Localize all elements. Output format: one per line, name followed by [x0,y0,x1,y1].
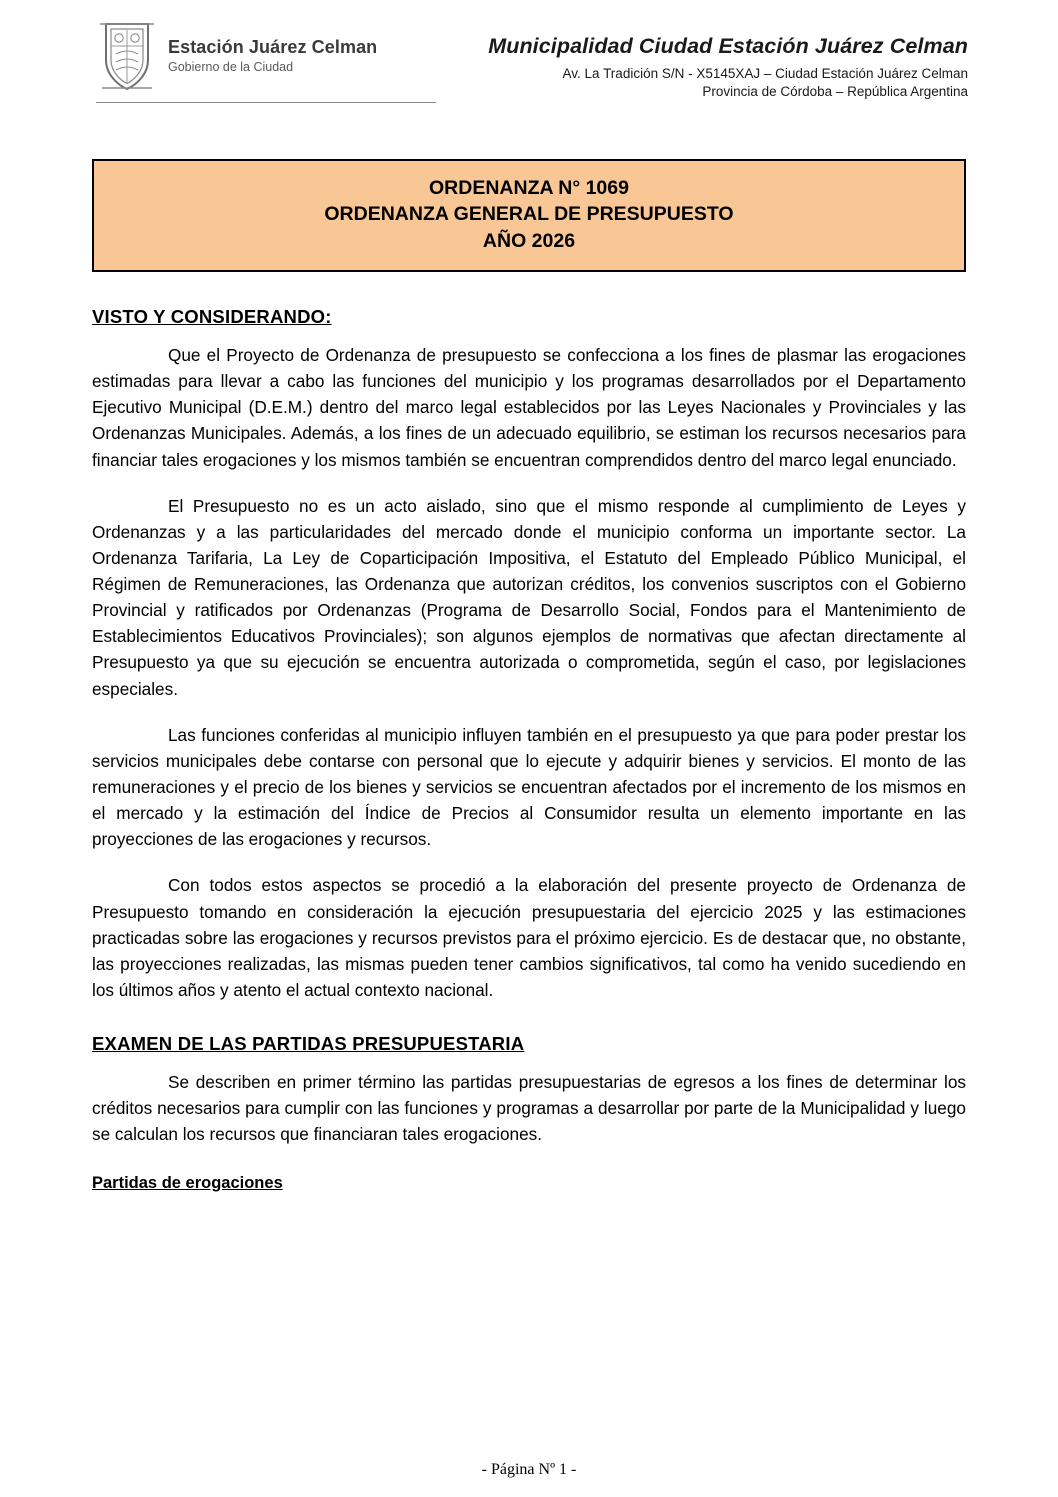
ordinance-year: AÑO 2026 [482,229,576,252]
heading-partidas-erogaciones: Partidas de erogaciones [92,1173,283,1192]
header-branding [96,18,436,103]
paragraph-2: El Presupuesto no es un acto aislado, sino que el mismo responde al cumplimiento de Leyes y Ordenanzas y a las particularidades del mercado donde el municipio conforma un importante sector. La Ordenanza Tarifaria, La Ley de Coparticipación Impositiva, el Estatuto del Empleado Público Municipal, el Régimen de Remuneraciones, las Ordenanza que autorizan créditos, los convenios suscriptos con el Gobierno Provincial y ratificados por Ordenanzas (Programa de Desarrollo Social, Fondos para el Mantenimiento de Establecimientos Educativos Provinciales); son algunos ejemplos de normativas que afectan directamente al Presupuesto ya que su ejecución se encuentra autorizada o comprometida, según el caso, por legislaciones especiales. [92,495,966,699]
header-address-line2: Provincia de Córdoba – República Argentina [702,84,968,99]
coat-of-arms-icon [96,18,158,94]
heading-examen-partidas: EXAMEN DE LAS PARTIDAS PRESUPUESTARIA [92,1033,525,1055]
entity-name: Estación Juárez Celman [168,36,378,57]
ordinance-number: ORDENANZA N° 1069 [429,177,629,199]
header-title: Municipalidad Ciudad Estación Juárez Celman [488,34,968,58]
heading-visto-y-considerando: VISTO Y CONSIDERANDO: [92,305,332,327]
header-entity-text [168,36,377,76]
header-title-block [436,18,972,99]
document-body [86,306,972,1193]
paragraph-examen: Se describen en primer término las partidas presupuestarias de egresos a los fines de determinar los créditos necesarios para cumplir con las funciones y programas a desarrollar por parte de la Municipalidad y luego se calculan los recursos que financiaran tales erogaciones. [92,1072,966,1145]
paragraph-3: Las funciones conferidas al municipio influyen también en el presupuesto ya que para poder prestar los servicios municipales debe contarse con personal que lo ejecute y adquirir bienes y servicios. El monto de las remuneraciones y el precio de los bienes y servicios se encuentran afectados por el incremento de los mismos en el mercado y la estimación del Índice de Precios al Consumidor resulta un elemento importante en las proyecciones de las erogaciones y recursos. [92,724,966,850]
ordinance-type: ORDENANZA GENERAL DE PRESUPUESTO [324,203,734,226]
page-number: - Página Nº 1 - [481,1461,577,1478]
page-footer [0,1461,1058,1479]
document-header [86,18,972,109]
header-address-line1: Av. La Tradición S/N - X5145XAJ – Ciudad Estación Juárez Celman [562,66,968,81]
paragraph-4: Con todos estos aspectos se procedió a la elaboración del presente proyecto de Ordenanza de Presupuesto tomando en consideración la ejecución presupuestaria del ejercicio 2025 y las estimaciones practicadas sobre las erogaciones y recursos previstos para el próximo ejercicio. Es de destacar que, no obstante, las proyecciones realizadas, las mismas pueden tener cambios significativos, tal como ha venido sucediendo en los últimos años y atento el actual contexto nacional. [92,875,966,1001]
paragraph-1: Que el Proyecto de Ordenanza de presupuesto se confecciona a los fines de plasmar las erogaciones estimadas para llevar a cabo las funciones del municipio y los programas desarrollados por el Departamento Ejecutivo Municipal (D.E.M.) dentro del marco legal establecidos por las Leyes Nacionales y Provinciales y las Ordenanzas Municipales. Además, a los fines de un adecuado equilibrio, se estiman los recursos necesarios para financiar tales erogaciones y los mismos también se encuentran comprendidos dentro del marco legal enunciado. [92,344,966,470]
entity-subtitle: Gobierno de la Ciudad [168,60,294,75]
ordinance-title-box [92,159,966,272]
